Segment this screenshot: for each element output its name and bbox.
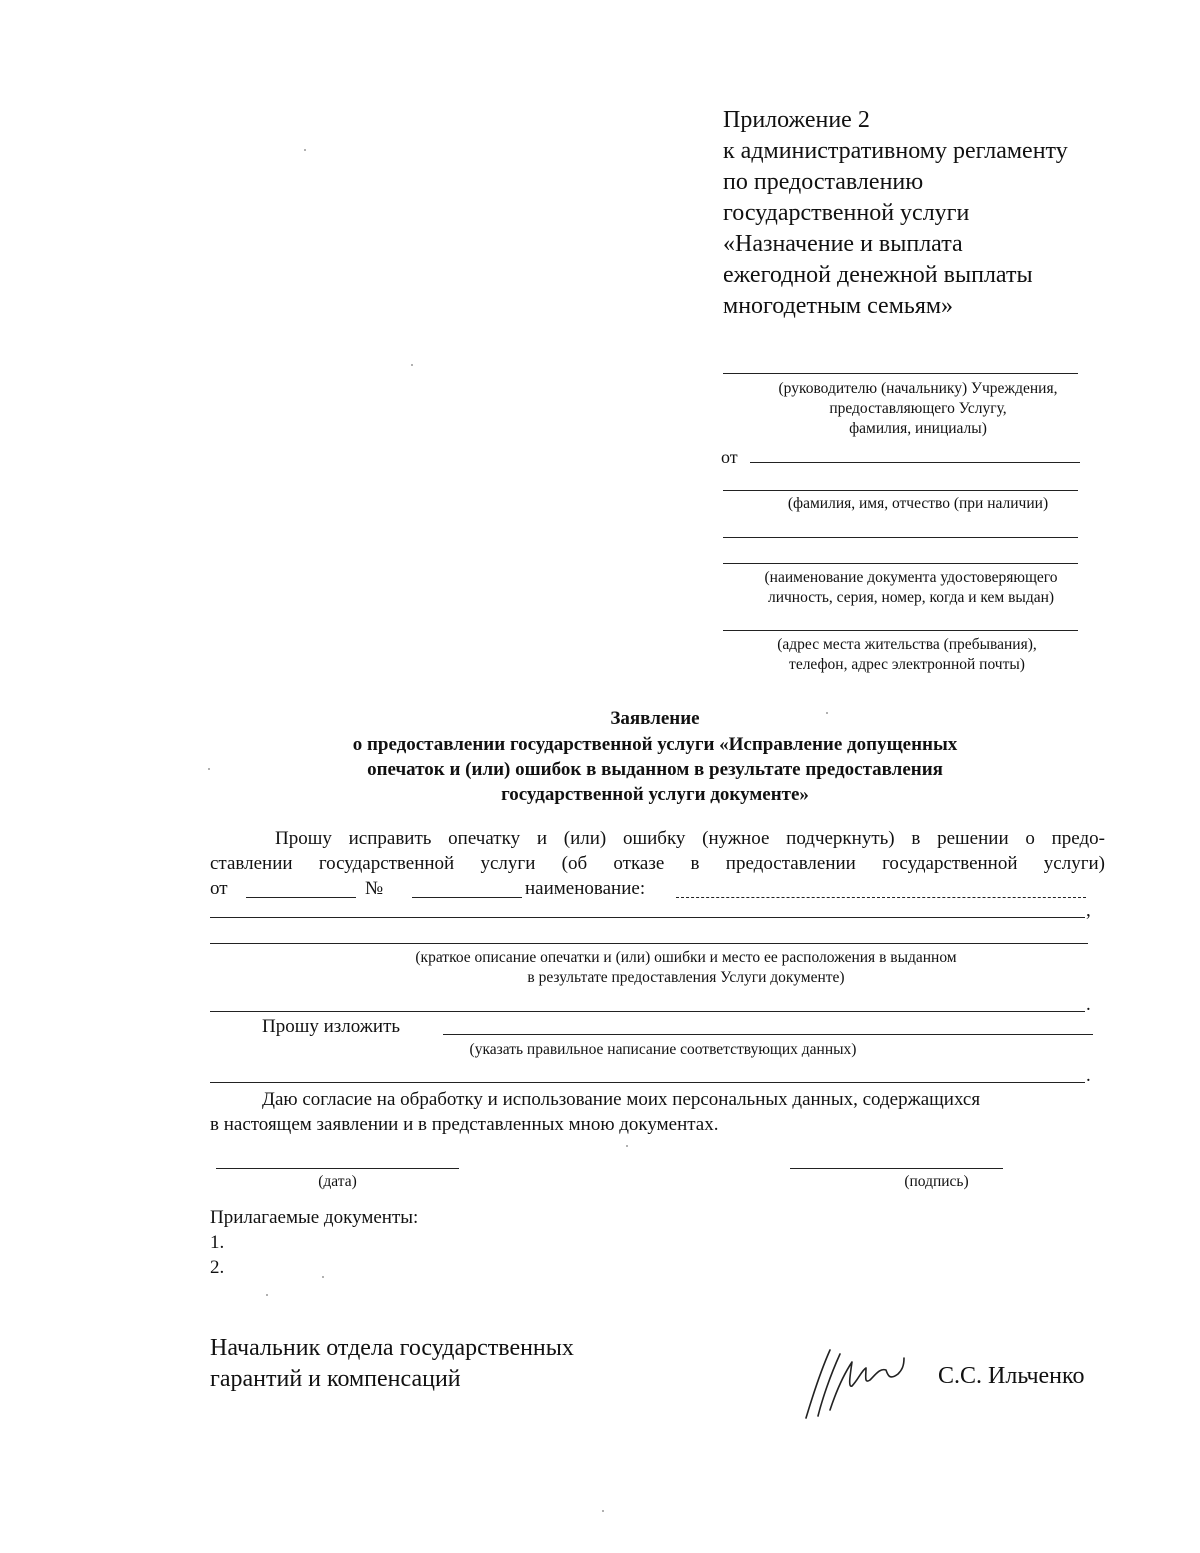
signature-caption: (подпись) <box>904 1173 969 1190</box>
consent-paragraph <box>210 1087 1100 1137</box>
decision-number-field[interactable] <box>412 897 522 898</box>
recipient-caption-line: (руководителю (начальнику) Учреждения, <box>778 380 1058 397</box>
error-description-field[interactable] <box>210 943 1088 944</box>
request-number-label: № <box>365 878 384 899</box>
error-description-field-2[interactable] <box>210 1011 1085 1012</box>
attachment-item: 2. <box>210 1257 225 1278</box>
appendix-line: по предоставлению <box>723 169 924 195</box>
recipient-field-line[interactable] <box>723 373 1078 374</box>
id-doc-caption-line: личность, серия, номер, когда и кем выдан) <box>767 589 1055 606</box>
appendix-line: ежегодной денежной выплаты <box>723 262 1033 288</box>
decision-name-field[interactable] <box>676 897 1086 898</box>
signer-position <box>210 1333 574 1395</box>
statement-subtitle <box>300 732 1010 807</box>
appendix-line: многодетным семьям» <box>723 293 954 319</box>
address-caption-line: (адрес места жительства (пребывания), <box>777 636 1037 653</box>
consent-line-1: Даю согласие на обработку и использование моих персональных данных, содержащихся <box>262 1089 981 1110</box>
consent-line-2: в настоящем заявлении и в представленных мною документах. <box>210 1114 719 1135</box>
from-label: от <box>721 447 738 467</box>
request-from-label: от <box>210 878 228 899</box>
scan-speck <box>626 1145 628 1147</box>
state-caption: (указать правильное написание соответствующих данных) <box>469 1041 857 1058</box>
request-line-2: ставлении государственной услуги (об отказе в предоставлении государственной услуги) <box>210 853 1105 874</box>
handwritten-signature <box>800 1340 915 1425</box>
date-field[interactable] <box>216 1168 459 1169</box>
scan-speck <box>602 1510 604 1512</box>
decision-name-field-2[interactable] <box>210 917 1085 918</box>
error-period: . <box>1086 994 1091 1015</box>
recipient-caption <box>723 379 1113 439</box>
state-period: . <box>1086 1065 1091 1086</box>
correct-data-field-2[interactable] <box>210 1082 1085 1083</box>
from-field-line[interactable] <box>750 462 1080 463</box>
request-line-1: Прошу исправить опечатку и (или) ошибку (нужное подчеркнуть) в решении о предо- <box>275 828 1105 849</box>
correct-data-field[interactable] <box>443 1034 1093 1035</box>
scan-speck <box>826 712 828 714</box>
appendix-line: Приложение 2 <box>723 107 870 133</box>
recipient-caption-line: фамилия, инициалы) <box>849 420 987 437</box>
appendix-line: государственной услуги <box>723 200 970 226</box>
id-doc-caption <box>716 568 1106 608</box>
subtitle-line: о предоставлении государственной услуги «Исправление допущенных <box>352 734 958 755</box>
name-field-line[interactable] <box>723 490 1078 491</box>
attachment-item: 1. <box>210 1232 225 1253</box>
scan-speck <box>411 364 413 366</box>
id-doc-field-line[interactable] <box>723 563 1078 564</box>
name-caption: (фамилия, имя, отчество (при наличии) <box>787 495 1049 512</box>
attachments-block <box>210 1205 418 1280</box>
request-name-label: наименование: <box>525 878 646 899</box>
scan-speck <box>208 768 210 770</box>
scan-speck <box>266 1294 268 1296</box>
request-paragraph <box>210 826 1105 876</box>
state-label: Прошу изложить <box>262 1016 401 1037</box>
appendix-block <box>723 105 1068 322</box>
signature-field[interactable] <box>790 1168 1003 1169</box>
decision-name-comma: , <box>1086 900 1091 921</box>
decision-date-field[interactable] <box>246 897 356 898</box>
address-caption <box>712 635 1102 675</box>
recipient-caption-line: предоставляющего Услугу, <box>829 400 1007 417</box>
subtitle-line: опечаток и (или) ошибок в выданном в результате предоставления <box>367 759 943 780</box>
address-caption-line: телефон, адрес электронной почты) <box>789 656 1025 673</box>
appendix-line: «Назначение и выплата <box>723 231 963 257</box>
signer-position-line: Начальник отдела государственных <box>210 1335 574 1361</box>
subtitle-line: государственной услуги документе» <box>501 784 809 805</box>
error-caption-line: в результате предоставления Услуги документе) <box>527 969 845 986</box>
attachments-label: Прилагаемые документы: <box>210 1207 419 1228</box>
error-caption-line: (краткое описание опечатки и (или) ошибки и место ее расположения в выданном <box>415 949 957 966</box>
name-field-line-2[interactable] <box>723 537 1078 538</box>
statement-title: Заявление <box>610 708 700 729</box>
date-caption: (дата) <box>318 1173 357 1190</box>
appendix-line: к административному регламенту <box>723 138 1068 164</box>
signer-position-line: гарантий и компенсаций <box>210 1366 461 1392</box>
scan-speck <box>322 1276 324 1278</box>
signer-name: С.С. Ильченко <box>938 1363 1085 1389</box>
scan-speck <box>304 149 306 151</box>
id-doc-caption-line: (наименование документа удостоверяющего <box>764 569 1058 586</box>
address-field-line[interactable] <box>723 630 1078 631</box>
error-caption <box>280 948 1092 988</box>
